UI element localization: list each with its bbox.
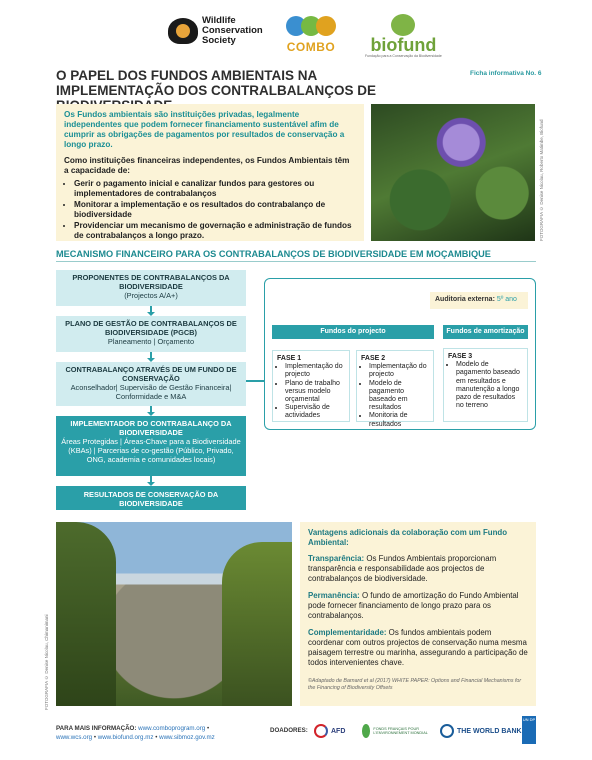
- flow-box-results: RESULTADOS DE CONSERVAÇÃO DA BIODIVERSIDADE: [56, 486, 246, 510]
- advantage-item: Permanência: O fundo de amortização do Fundo Ambiental pode fornecer financiamento de longo prazo para os contrabalanços.: [308, 591, 519, 620]
- flow-arrow: [149, 476, 153, 486]
- biofund-logo-icon: [391, 14, 415, 36]
- ffem-icon: [362, 724, 370, 738]
- flow-box-pgcb: PLANO DE GESTÃO DE CONTRABALANÇOS DE BIODIVERSIDADE (PGCB) Planeamento | Orçamento: [56, 316, 246, 352]
- photo-credit: FOTOGRAFIA © Denise Nicolau, Roberto Matimbe, Biofund: [539, 119, 544, 241]
- advantages-box: [300, 522, 536, 706]
- intro-box: [56, 104, 364, 241]
- worldbank-logo: THE WORLD BANK: [440, 724, 522, 738]
- biofund-logo: biofund Fundação para a Conservação da Biodiversidade: [365, 14, 442, 58]
- more-info: PARA MAIS INFORMAÇÃO: www.comboprogram.org • www.wcs.org • www.biofund.org.mz • www.sibmoz.gov.mz: [56, 725, 215, 741]
- phase-1: FASE 1 • Implementação do projecto • Plano de trabalho versus modelo orçamental • Supervisão de actividades: [272, 350, 350, 422]
- link-biofund[interactable]: www.biofund.org.mz: [97, 734, 154, 741]
- phase-2: FASE 2 • Implementação do projecto • Modelo de pagamento baseado em resultados • Monitoria de resultados: [356, 350, 434, 422]
- link-wcs[interactable]: www.wcs.org: [56, 734, 93, 741]
- flow-arrow: [149, 306, 153, 316]
- section-title: MECANISMO FINANCEIRO PARA OS CONTRABALANÇOS DE BIODIVERSIDADE EM MOÇAMBIQUE: [56, 249, 536, 262]
- advantages-title: Vantagens adicionais da colaboração com um Fundo Ambiental:: [308, 528, 508, 547]
- combo-logo-icon: [286, 14, 336, 40]
- page-title: O PAPEL DOS FUNDOS AMBIENTAIS NA IMPLEMENTAÇÃO DOS CONTRALBALANÇOS DE: [56, 68, 376, 98]
- wcs-logo-icon: [168, 18, 198, 44]
- list-item: • Modelo de pagamento baseado em resultados e manutenção a longo pazo de resultados no terreno: [456, 361, 523, 410]
- list-item: • Providenciar um mecanismo de governação e administração de fundos de contrabalanços a longo prazo.: [74, 221, 356, 241]
- flow-arrow: [149, 406, 153, 416]
- flow-box-implementer: IMPLEMENTADOR DO CONTRABALANÇO DA BIODIVERSIDADE Áreas Protegidas | Áreas-Chave para a Biodiversidade (KBAs) | Parcerias de co-gestão (Público, Privado, ONG, academia e comunidades locais): [56, 416, 246, 476]
- flow-arrow: [149, 352, 153, 362]
- ffem-logo: FONDS FRANÇAIS POUR L'ENVIRONNEMENT MONDIAL: [362, 724, 434, 738]
- intro-paragraph: Como instituições financeiras independentes, os Fundos Ambientais têm a capacidade de:: [64, 156, 350, 175]
- afd-icon: [314, 724, 328, 738]
- link-sibmoz[interactable]: www.sibmoz.gov.mz: [159, 734, 215, 741]
- intro-list: [64, 179, 356, 241]
- audit-badge: Auditoria externa: 5º ano: [430, 292, 528, 309]
- list-item: • Implementação do projecto: [285, 363, 345, 379]
- list-item: • Monitorar a implementação e os resultados do contrabalanço de biodiversidade: [74, 200, 356, 220]
- advantage-item: Complementaridade: Os fundos ambientais podem coordenar com outros projectos de conservação numa mesma paisagem terrestre ou marinha, assegurando a participação de todos intervenientes chave.: [308, 628, 528, 667]
- list-item: • Monitoria de resultados: [369, 412, 429, 428]
- list-item: • Plano de trabalho versus modelo orçamental: [285, 380, 345, 405]
- combo-logo: COMBO: [286, 14, 336, 54]
- logo-bar: [168, 14, 448, 56]
- flow-connector: [246, 380, 264, 382]
- flower-photo: [371, 104, 535, 241]
- intro-lead: Os Fundos ambientais são instituições privadas, legalmente independentes que podem fornecer financiamento sustentável afim de cumprir as obrigações de pagamentos por resultados de conservação a longo prazo.: [64, 110, 345, 149]
- phase-3: FASE 3 • Modelo de pagamento baseado em resultados e manutenção a longo pazo de resultados no terreno: [443, 348, 528, 422]
- amortization-funds-header: Fundos de amortização: [443, 325, 528, 339]
- wcs-logo: Wildlife Conservation Society: [168, 16, 263, 46]
- advantage-item: Transparência: Os Fundos Ambientais proporcionam transparência e responsabilidade aos projectos de contrabalanços de biodiversidade.: [308, 554, 497, 583]
- list-item: • Supervisão de actividades: [285, 404, 345, 420]
- project-funds-header: Fundos do projecto: [272, 325, 434, 339]
- donors-label: DOADORES:: [270, 727, 308, 734]
- worldbank-icon: [440, 724, 454, 738]
- flow-box-conservation-fund: CONTRABALANÇO ATRAVÉS DE UM FUNDO DE CONSERVAÇÃO Aconselhador| Supervisão de Gestão Financeira| Conformidade e M&A: [56, 362, 246, 406]
- link-combo[interactable]: www.comboprogram.org: [138, 725, 206, 732]
- photo-credit: FOTOGRAFIA © Denise Nicolau, Chimanimani: [44, 614, 49, 710]
- source-note: ©Adaptado de Barnard et al (2017) WHITE PAPER: Options and Financial Mechanisms for the Financing of Biodiversity Offsets: [308, 678, 522, 691]
- afd-logo: AFD: [314, 724, 345, 738]
- document-number: Ficha informativa No. 6: [470, 70, 542, 77]
- list-item: • Gerir o pagamento inicial e canalizar fundos para gestores ou implementadores de contrabalanços: [74, 179, 356, 199]
- list-item: • Modelo de pagamento baseado em resultados: [369, 380, 429, 413]
- undp-logo: UN DP: [522, 716, 536, 744]
- list-item: • Implementação do projecto: [369, 363, 429, 379]
- flow-box-proponents: PROPONENTES DE CONTRABALANÇOS DA BIODIVERSIDADE (Projectos A/A+): [56, 270, 246, 306]
- landscape-photo: [56, 522, 292, 706]
